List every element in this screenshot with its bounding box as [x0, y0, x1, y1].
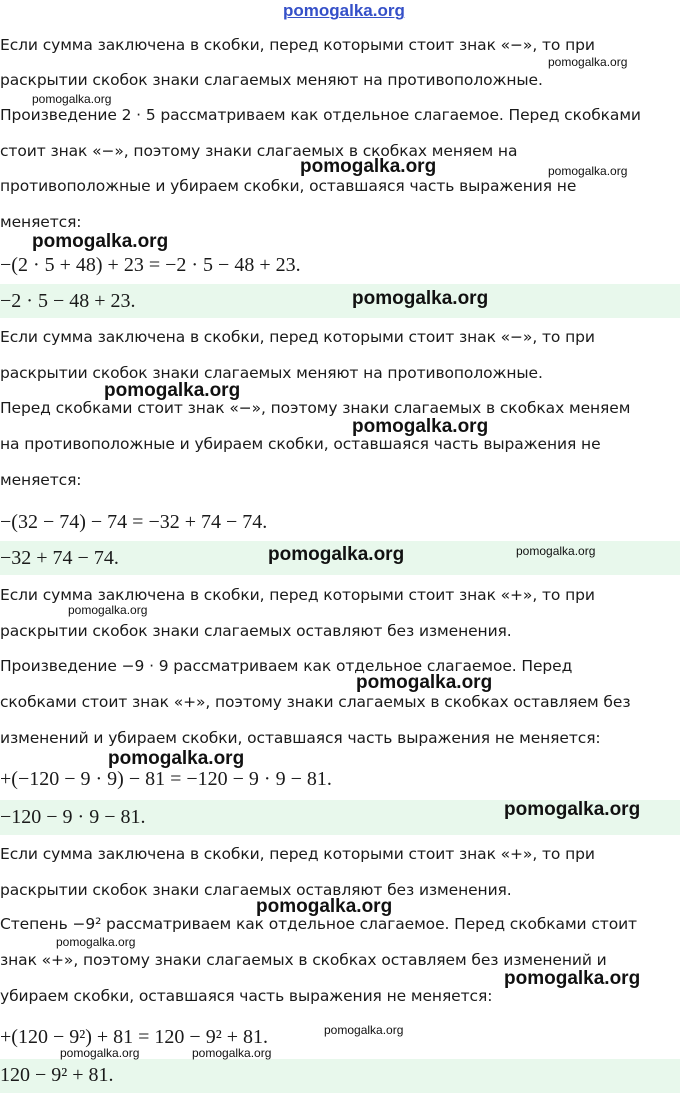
block3-line5: изменений и убираем скобки, оставшаяся часть выражения не меняется: — [0, 729, 601, 747]
watermark: pomogalka.org — [32, 231, 169, 252]
block4-equation: +(120 − 9²) + 81 = 120 − 9² + 81. — [0, 1026, 268, 1048]
block1-equation: −(2 · 5 + 48) + 23 = −2 · 5 − 48 + 23. — [0, 254, 301, 276]
watermark: pomogalka.org — [356, 672, 493, 693]
watermark: pomogalka.org — [192, 1046, 272, 1060]
watermark: pomogalka.org — [256, 896, 393, 917]
block3-answer: −120 − 9 · 9 − 81. — [0, 806, 146, 828]
block3-line2: раскрытии скобок знаки слагаемых оставляют без изменения. — [0, 622, 512, 640]
watermark: pomogalka.org — [504, 799, 641, 820]
watermark: pomogalka.org — [548, 55, 628, 69]
site-link[interactable]: pomogalka.org — [283, 1, 405, 20]
block3-equation: +(−120 − 9 · 9) − 81 = −120 − 9 · 9 − 81. — [0, 768, 332, 790]
watermark: pomogalka.org — [68, 603, 148, 617]
watermark: pomogalka.org — [56, 935, 136, 949]
block4-line2: раскрытии скобок знаки слагаемых оставляют без изменения. — [0, 881, 512, 899]
block2-line5: меняется: — [0, 471, 82, 489]
watermark: pomogalka.org — [516, 544, 596, 558]
block4-answer: 120 − 9² + 81. — [0, 1064, 114, 1086]
block4-line3: Степень −9² рассматриваем как отдельное слагаемое. Перед скобками стоит — [0, 915, 637, 933]
watermark: pomogalka.org — [60, 1046, 140, 1060]
watermark: pomogalka.org — [108, 748, 245, 769]
block1-line5: противоположные и убираем скобки, оставшаяся часть выражения не — [0, 177, 577, 195]
block2-answer: −32 + 74 − 74. — [0, 547, 119, 569]
watermark: pomogalka.org — [268, 544, 405, 565]
watermark: pomogalka.org — [352, 288, 489, 309]
watermark: pomogalka.org — [504, 968, 641, 989]
watermark: pomogalka.org — [548, 164, 628, 178]
block3-line3: Произведение −9 · 9 рассматриваем как отдельное слагаемое. Перед — [0, 657, 573, 675]
block1-line3: Произведение 2 · 5 рассматриваем как отдельное слагаемое. Перед скобками — [0, 106, 641, 124]
block2-line4: на противоположные и убираем скобки, оставшаяся часть выражения не — [0, 435, 601, 453]
block3-line1: Если сумма заключена в скобки, перед которыми стоит знак «+», то при — [0, 586, 595, 604]
watermark: pomogalka.org — [300, 156, 437, 177]
block3-line4: скобками стоит знак «+», поэтому знаки слагаемых в скобках оставляем без — [0, 693, 631, 711]
block4-line4: знак «+», поэтому знаки слагаемых в скобках оставляем без изменений и — [0, 951, 607, 969]
block1-line2: раскрытии скобок знаки слагаемых меняют на противоположные. — [0, 71, 543, 89]
block1-line6: меняется: — [0, 213, 82, 231]
block1-answer: −2 · 5 − 48 + 23. — [0, 290, 136, 312]
block2-line1: Если сумма заключена в скобки, перед которыми стоит знак «−», то при — [0, 328, 595, 346]
block2-line3: Перед скобками стоит знак «−», поэтому знаки слагаемых в скобках меняем — [0, 399, 631, 417]
block1-line4: стоит знак «−», поэтому знаки слагаемых в скобках меняем на — [0, 142, 518, 160]
watermark: pomogalka.org — [324, 1023, 404, 1037]
watermark: pomogalka.org — [104, 380, 241, 401]
block2-equation: −(32 − 74) − 74 = −32 + 74 − 74. — [0, 511, 268, 533]
block2-line2: раскрытии скобок знаки слагаемых меняют на противоположные. — [0, 364, 543, 382]
watermark: pomogalka.org — [32, 92, 112, 106]
block4-line1: Если сумма заключена в скобки, перед которыми стоит знак «+», то при — [0, 845, 595, 863]
block1-line1: Если сумма заключена в скобки, перед которыми стоит знак «−», то при — [0, 36, 595, 54]
watermark: pomogalka.org — [352, 416, 489, 437]
block4-line5: убираем скобки, оставшаяся часть выражения не меняется: — [0, 987, 493, 1005]
